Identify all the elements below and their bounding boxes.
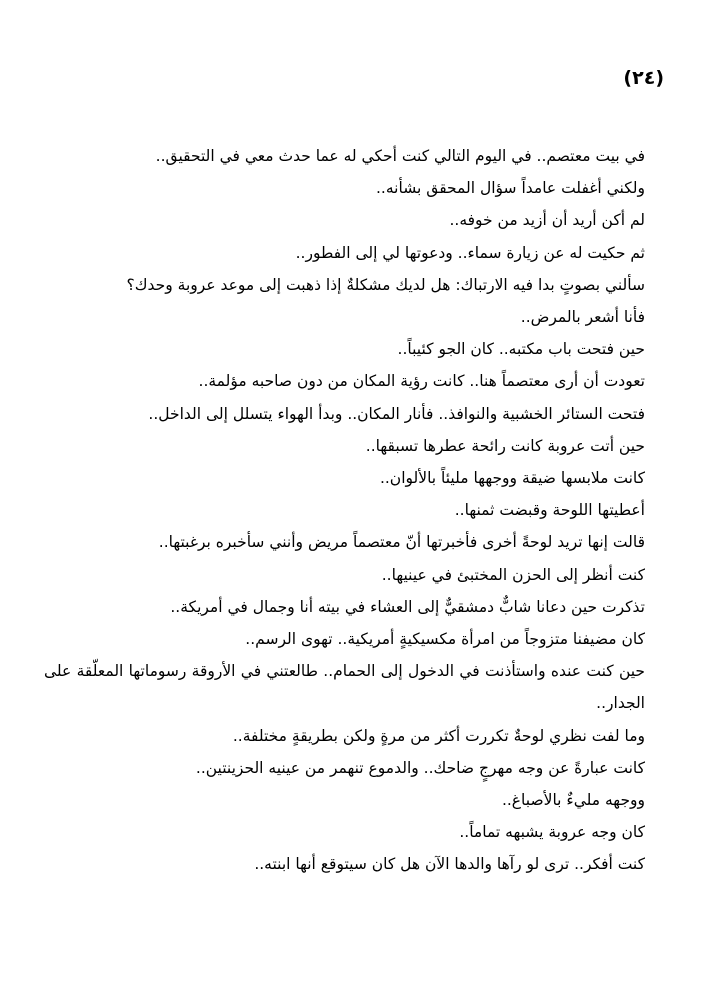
- paragraph-line: تذكرت حين دعانا شابٌّ دمشقيٌّ إلى العشاء في بيته أنا وجمال في أمريكة..: [170, 597, 645, 616]
- paragraph-line: كنت أفكر.. ترى لو رآها والدها الآن هل كان سيتوقع أنها ابنته..: [254, 855, 645, 874]
- paragraph-line: وما لفت نظري لوحةٌ تكررت أكثر من مرةٍ ولكن بطريقةٍ مختلفة..: [232, 726, 645, 745]
- body-text: [44, 140, 665, 881]
- page-number: (٢٤): [623, 67, 664, 89]
- paragraph-line: كان وجه عروبة يشبهه تماماً..: [459, 823, 645, 842]
- paragraph-line: أعطيتها اللوحة وقبضت ثمنها..: [454, 501, 645, 520]
- paragraph-line: في بيت معتصم.. في اليوم التالي كنت أحكي له عما حدث معي في التحقيق..: [155, 147, 645, 165]
- paragraph-line: ولكني أغفلت عامداً سؤال المحقق بشأنه..: [376, 179, 645, 198]
- paragraph-line: فأنا أشعر بالمرض..: [520, 308, 645, 327]
- paragraph-line: تعودت أن أرى معتصماً هنا.. كانت رؤية المكان من دون صاحبه مؤلمة..: [198, 372, 645, 391]
- paragraph-line: كانت عبارةً عن وجه مهرجٍ ضاحك.. والدموع تنهمر من عينيه الحزينتين..: [195, 758, 645, 777]
- paragraph-line: حين أتت عروبة كانت رائحة عطرها تسبقها..: [365, 436, 645, 455]
- paragraph-line: حين فتحت باب مكتبه.. كان الجو كئيباً..: [397, 340, 645, 359]
- paragraph-line: لم أكن أريد أن أزيد من خوفه..: [449, 211, 645, 230]
- paragraph-line: ثم حكيت له عن زيارة سماء.. ودعوتها لي إلى الفطور..: [295, 243, 645, 262]
- paragraph-line: فتحت الستائر الخشبية والنوافذ.. فأنار المكان.. وبدأ الهواء يتسلل إلى الداخل..: [148, 404, 645, 423]
- paragraph-line: كنت أنظر إلى الحزن المختبئ في عينيها..: [381, 565, 645, 584]
- paragraph-line: كانت ملابسها ضيقة ووجهها مليئاً بالألوان..: [379, 469, 645, 488]
- paragraph-line: حين كنت عنده واستأذنت في الدخول إلى الحمام.. طالعتني في الأروقة رسوماتها المعلّقة على الجدار..: [44, 662, 645, 713]
- paragraph-line: ووجهه مليءٌ بالأصباغ..: [501, 791, 645, 810]
- paragraph-line: كان مضيفنا متزوجاً من امرأة مكسيكيةٍ أمريكية.. تهوى الرسم..: [245, 630, 645, 649]
- paragraph-line: قالت إنها تريد لوحةً أخرى فأخبرتها أنّ معتصماً مريض وأنني سأخبره برغبتها..: [158, 533, 645, 552]
- paragraph-line: سألني بصوتٍ بدا فيه الارتباك: هل لديك مشكلةٌ إذا ذهبت إلى موعد عروبة وحدك؟: [126, 275, 645, 294]
